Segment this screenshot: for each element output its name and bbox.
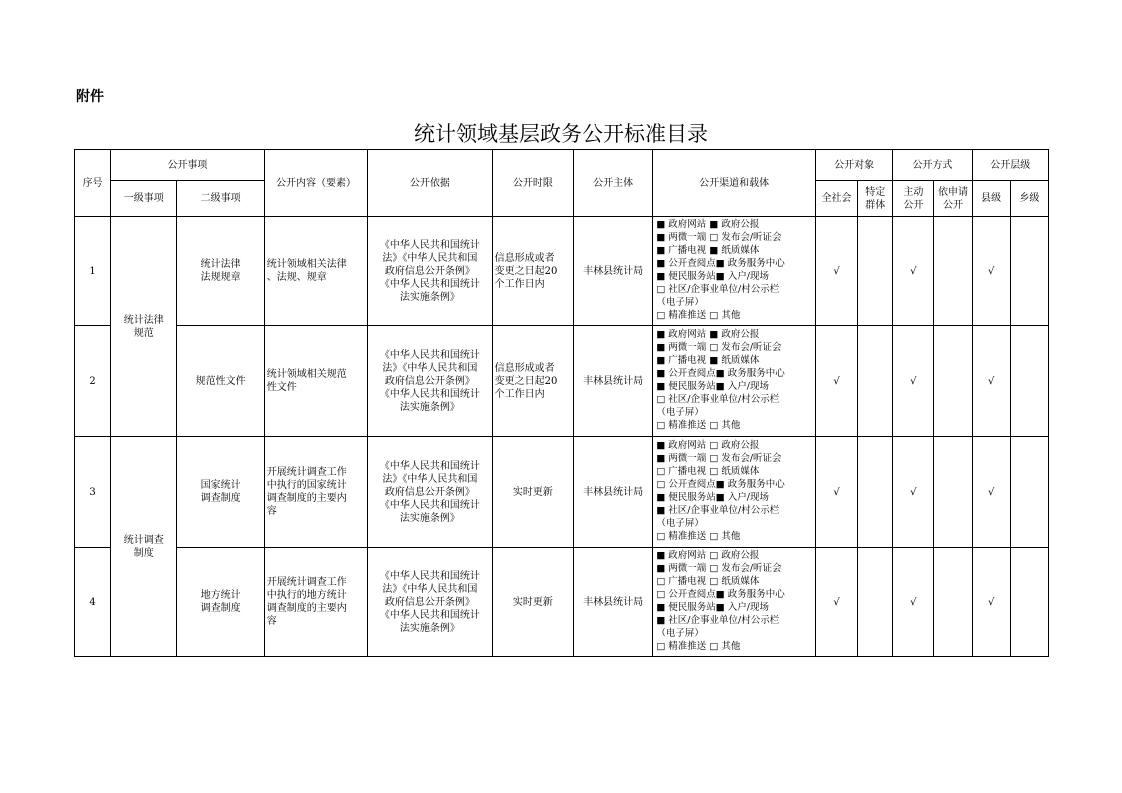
header-method: 公开方式: [893, 150, 972, 181]
level1-cell: 统计法律 规范: [111, 217, 177, 437]
channels-cell: ■ 政府网站 □ 政府公报 ■ 两微一端 □ 发布会/听证会 □ 广播电视 □ 纸质媒体 □ 公开查阅点■ 政务服务中心 ■ 便民服务站■ 入户/现场 ■ 社区/企事业单位/村公示栏 （电子屏） □ 精准推送 □ 其他: [653, 548, 816, 657]
disclosure-standard-table: [74, 149, 1049, 657]
method-active-check: √: [893, 548, 934, 657]
level-county-check: √: [972, 437, 1010, 548]
audience-all-check: √: [815, 217, 857, 326]
audience-specific-check: [858, 437, 893, 548]
level-county-check: √: [972, 326, 1010, 437]
channels-cell: ■ 政府网站 ■ 政府公报 ■ 两微一端 □ 发布会/听证会 ■ 广播电视 ■ 纸质媒体 ■ 公开查阅点■ 政务服务中心 ■ 便民服务站■ 入户/现场 □ 社区/企事业单位/村公示栏 （电子屏） □ 精准推送 □ 其他: [653, 217, 816, 326]
subject-cell: 丰林县统计局: [574, 217, 653, 326]
header-method-apply: 依申请 公开: [934, 181, 972, 217]
header-matters: 公开事项: [111, 150, 265, 181]
seq-cell: 3: [75, 437, 111, 548]
header-audience: 公开对象: [815, 150, 892, 181]
header-level-town: 乡级: [1010, 181, 1048, 217]
channels-cell: ■ 政府网站 ■ 政府公报 ■ 两微一端 □ 发布会/听证会 ■ 广播电视 ■ 纸质媒体 ■ 公开查阅点■ 政务服务中心 ■ 便民服务站■ 入户/现场 □ 社区/企事业单位/村公示栏 （电子屏） □ 精准推送 □ 其他: [653, 326, 816, 437]
header-method-active: 主动 公开: [893, 181, 934, 217]
header-level2: 二级事项: [177, 181, 264, 217]
header-basis: 公开依据: [368, 150, 493, 217]
content-cell: 统计领域相关法律 、法规、规章: [264, 217, 367, 326]
header-subject: 公开主体: [574, 150, 653, 217]
level2-cell: 规范性文件: [177, 326, 264, 437]
page-title: 统计领域基层政务公开标准目录: [414, 122, 708, 146]
seq-cell: 4: [75, 548, 111, 657]
deadline-cell: 实时更新: [492, 437, 573, 548]
deadline-cell: 实时更新: [492, 548, 573, 657]
basis-cell: 《中华人民共和国统计 法》《中华人民共和国 政府信息公开条例》 《中华人民共和国统计 法实施条例》: [368, 326, 493, 437]
header-audience-all: 全社会: [815, 181, 857, 217]
audience-all-check: √: [815, 326, 857, 437]
level2-cell: 地方统计 调查制度: [177, 548, 264, 657]
method-active-check: √: [893, 217, 934, 326]
header-audience-specific: 特定 群体: [858, 181, 893, 217]
method-apply-check: [934, 326, 972, 437]
table-row: [75, 437, 1049, 548]
method-active-check: √: [893, 437, 934, 548]
channels-cell: ■ 政府网站 □ 政府公报 ■ 两微一端 □ 发布会/听证会 □ 广播电视 □ 纸质媒体 □ 公开查阅点■ 政务服务中心 ■ 便民服务站■ 入户/现场 ■ 社区/企事业单位/村公示栏 （电子屏） □ 精准推送 □ 其他: [653, 437, 816, 548]
deadline-cell: 信息形成或者 变更之日起20 个工作日内: [492, 326, 573, 437]
subject-cell: 丰林县统计局: [574, 548, 653, 657]
table-row: [75, 326, 1049, 437]
level-county-check: √: [972, 548, 1010, 657]
content-cell: 统计领域相关规范 性文件: [264, 326, 367, 437]
subject-cell: 丰林县统计局: [574, 437, 653, 548]
header-deadline: 公开时限: [492, 150, 573, 217]
table-row: [75, 548, 1049, 657]
subject-cell: 丰林县统计局: [574, 326, 653, 437]
level2-cell: 国家统计 调查制度: [177, 437, 264, 548]
level1-cell: 统计调查 制度: [111, 437, 177, 657]
table-row: [75, 217, 1049, 326]
header-channels: 公开渠道和载体: [653, 150, 816, 217]
level-town-check: [1010, 326, 1048, 437]
content-cell: 开展统计调查工作 中执行的地方统计 调查制度的主要内 容: [264, 548, 367, 657]
method-active-check: √: [893, 326, 934, 437]
header-row-1: [75, 150, 1049, 181]
level-county-check: √: [972, 217, 1010, 326]
method-apply-check: [934, 548, 972, 657]
header-level1: 一级事项: [111, 181, 177, 217]
audience-specific-check: [858, 548, 893, 657]
basis-cell: 《中华人民共和国统计 法》《中华人民共和国 政府信息公开条例》 《中华人民共和国统计 法实施条例》: [368, 437, 493, 548]
audience-all-check: √: [815, 548, 857, 657]
attachment-label: 附件: [76, 89, 104, 105]
basis-cell: 《中华人民共和国统计 法》《中华人民共和国 政府信息公开条例》 《中华人民共和国统计 法实施条例》: [368, 217, 493, 326]
seq-cell: 2: [75, 326, 111, 437]
level-town-check: [1010, 437, 1048, 548]
header-content: 公开内容（要素）: [264, 150, 367, 217]
audience-all-check: √: [815, 437, 857, 548]
method-apply-check: [934, 437, 972, 548]
header-level-county: 县级: [972, 181, 1010, 217]
audience-specific-check: [858, 326, 893, 437]
content-cell: 开展统计调查工作 中执行的国家统计 调查制度的主要内 容: [264, 437, 367, 548]
audience-specific-check: [858, 217, 893, 326]
level2-cell: 统计法律 法规规章: [177, 217, 264, 326]
header-level: 公开层级: [972, 150, 1048, 181]
level-town-check: [1010, 217, 1048, 326]
header-seq: 序号: [75, 150, 111, 217]
deadline-cell: 信息形成或者 变更之日起20 个工作日内: [492, 217, 573, 326]
level-town-check: [1010, 548, 1048, 657]
basis-cell: 《中华人民共和国统计 法》《中华人民共和国 政府信息公开条例》 《中华人民共和国统计 法实施条例》: [368, 548, 493, 657]
method-apply-check: [934, 217, 972, 326]
seq-cell: 1: [75, 217, 111, 326]
